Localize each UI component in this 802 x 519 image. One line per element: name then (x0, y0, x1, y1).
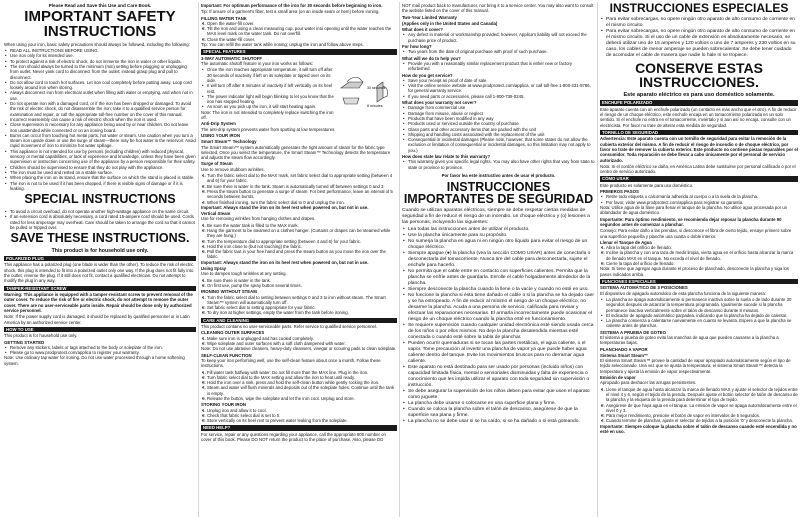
storing-step: • 3. Store vertically on its heel rest to prevent water leaking from the soleplate. (207, 418, 397, 423)
safety-item: • Burns can occur from touching hot metal parts, hot water or steam. Use caution when you turn a steam iron upside down or use the surge of steam—there may be hot water in the reservoir. Avoid rapid movement of iron to minimize hot water spillage. (10, 133, 196, 149)
burst-step: • 2. Asegúrese de que haya agua en el tanque. La emisión de vapor se apaga automáticamente entre el nivel 0 y 3. (606, 403, 798, 414)
spanish-safety-item: • Siempre desconecte la plancha cuando la llene o la vacíe y cuando no esté en uso. (408, 287, 595, 293)
safety-item: • To protect against a risk of electric shock, do not immerse the iron in water or other liquids. (10, 59, 196, 64)
safety-item: • The iron should always be turned to the minimum (min) setting before plugging or unplugging from outlet. Never yank cord to disconnect from the outlet; instead grasp plug and pull to disconnect. (10, 64, 196, 80)
howlong-item: • Two years from the date of original purchase with proof of such purchase. (408, 49, 595, 54)
need-help-heading: NEED HELP? (201, 425, 397, 430)
spanish-safety-item: • Cuando se coloca la plancha sobre el talón de descanso, asegúrese de que la superficie sea plana y firme. (408, 407, 595, 419)
selfclean-steps (201, 370, 397, 402)
safety-item: • Children should be supervised to ensure that they do not play with the appliance. (10, 165, 196, 170)
notcover-item: • Damage from commercial use (408, 105, 595, 110)
surge-step: • 1. Turn the fabric select dial to the MAX mark, set fabric select dial to appropriate setting (between 4 and 6) for your fabric. (207, 173, 397, 184)
surge-step: • 2. Be sure there is water in the tank. Steam is automatically turned off between settings 0 and 3. (207, 184, 397, 189)
getting-started-heading: GETTING STARTED (4, 339, 45, 345)
autooff-item: • As soon as you pick up the iron, it will start heating again. (207, 104, 397, 109)
first-steps-note: Nota: Utilice agua de la llave para llenar el tanque de la plancha. No utilice agua procesada por un ablandador de agua doméstico. (600, 205, 788, 216)
spanish-safety-title-line1: INSTRUCCIONES (446, 180, 551, 195)
surge-text: Use to remove stubborn wrinkles. (201, 166, 265, 172)
features-item: • La plancha comienza a calentarse nuevamente en cuanto se levanta. Espere a que la plancha se caliente antes de planchar. (606, 318, 798, 329)
covered-item: • Any defect in material or workmanship provided; however, Applica's liability will not exceed the purchase price of product. (408, 32, 595, 43)
getting-started-list (4, 345, 196, 356)
state-question: How does state law relate to this warranty? (402, 154, 491, 160)
column-english-use (201, 3, 397, 516)
storing-steps (201, 408, 397, 424)
burst-steps (600, 387, 798, 424)
notcover-question: What does your warranty not cover? (402, 100, 477, 106)
vertical-text: Use for removing wrinkles from hanging clothes and drapes. (201, 216, 316, 222)
keep-title (600, 62, 798, 89)
surge-step: • 4. When finished ironing, turn the fabric select dial to 0 and unplug the iron. (207, 200, 397, 205)
spanish-safety-item: • No permita que el cable entre en contacto con superficies calientes. Permita que la plancha se enfríe antes de guardarla. Enrolle el cable holgadamente alrededor de la plancha. (408, 269, 595, 287)
column-divider (198, 2, 199, 517)
autooff-item: • The power indicator light will begin blinking to let you know that the iron has stopped heating. (207, 94, 397, 105)
autooff-list (201, 67, 397, 109)
spanish-safety-item: • Siempre apague (●) la plancha (vea la sección COMO USAR) antes de conectarla o desconectarla del tomacorriente. Nunca tire del cable para desconectarla, sujete el enchufe para hacerlo. (408, 251, 595, 269)
selfclean-step: • 3. Hold the iron over a sink, press and hold the self-clean button while gently rocking the iron. (207, 380, 397, 385)
covered-question: What does it cover? (402, 27, 443, 33)
cleaning-heading: CLEANING OUTER SURFACES (201, 330, 265, 336)
features-list (600, 297, 798, 329)
selfclean-step: • 4. Steam and water will flush minerals and deposits out of the soleplate holes. Continue until the tank is empty. (207, 385, 397, 396)
antidrip-text: The anti-drip system prevents water from spotting at low temperatures. (201, 126, 336, 132)
first-steps-list (600, 194, 798, 205)
safety-title-line2: INSTRUCTIONS (43, 22, 157, 40)
autooff-text: The automatic shutoff feature in your iron works as follows: (201, 61, 313, 67)
filling-heading: FILLING WATER TANK (201, 15, 247, 21)
column-spanish-use (600, 3, 798, 516)
fill-heading: Llenar el Tanque de Agua (600, 239, 652, 245)
burst-step: • 3. Para mejor rendimiento, presione el botón de vapor en intervalos de 5 segundos. (606, 413, 798, 418)
spanish-read-note: Por favor lea este instructivo antes de usar el producto. (441, 172, 556, 178)
notcover-item: • Products that have been modified in any way (408, 116, 595, 121)
safety-item: • Do not allow cord to touch hot surfaces. Let iron cool completely before putting away. Loop cord loosely around iron when storing. (10, 80, 196, 91)
save-title: SAVE THESE INSTRUCTIONS. (10, 231, 190, 246)
selfclean-step: • 5. Release the button, wipe the soleplate and let the iron cool. Unplug and store. (207, 396, 397, 401)
first-steps-important: Importante: Para óptimo rendimiento, se recomienda dejar reposar la plancha durante 90 segundos antes de comenzar a planchar. (600, 216, 782, 227)
safety-intro: When using your iron, basic safety precautions should always be followed, including the following: (4, 41, 190, 47)
vertical-step: • 2. Hang the garment to be steamed on a clothes hanger. (Curtains or drapes can be steamed while they are hung.) (207, 228, 397, 239)
safety-item: • READ ALL INSTRUCTIONS BEFORE USING. (10, 48, 196, 53)
safety-list (4, 48, 196, 191)
burst-heading: Emisión de vapor (600, 375, 636, 381)
help-item: • Provide you with a reasonably similar replacement product that is either new or factory refurbished. (408, 61, 595, 72)
special-list (4, 209, 196, 230)
covered-list (402, 32, 595, 43)
surge-heading: Surge of Steam (201, 161, 233, 167)
read-save-note: Please Read and Save this Use and Care Book. (48, 3, 152, 8)
fill-step: • 3. Cierre la tapa del orificio de llenado. (606, 261, 798, 266)
storing-step: • 2. Check that fabric select dial is set to 0. (207, 413, 397, 418)
howlong-question: For how long? (402, 44, 432, 50)
filling-steps (201, 21, 397, 42)
special-item: • To avoid a circuit overload, do not operate another high-wattage appliance on the same circuit. (10, 209, 196, 214)
safety-title-line1: IMPORTANT SAFETY (24, 8, 176, 26)
service-item: • If you need parts or accessories, please call 1-800-738-0245. (408, 94, 595, 99)
spanish-safety-item: • Se debe asegurar la supervisión de los niños deben para evitar que usen el aparato como juguete. (408, 389, 595, 401)
first-steps-tip: Consejo: Para evitar daño a las prendas, si desconoce el fibra de cierto tejido, ensaye primero sobre una superficie pequeña y planche una cuarta o doble interior. (600, 228, 792, 239)
safety-item: • Use iron only for its intended use. (10, 53, 196, 58)
first-steps-heading: PRIMEROS PASOS (600, 189, 639, 195)
service-item: • Visit the online service website at www.prodprotect.com/applica, or call toll-free 1-800-231-9786, for general warranty service. (408, 83, 595, 94)
service-question: How do you get service? (402, 72, 453, 78)
spanish-safety-item: • Pueden ocurrir quemaduras si se tocan las partes metálicas, el agua caliente, o el vapor. Tome precaución al invertir una plancha de vapor ya que puede haber agua caliente dentro del tanque. Evite los movimientos bruscos para no derramar agua caliente. (408, 341, 595, 365)
plug-text: Este aparato cuenta con un enchufe polarizado (un contacto es más ancho que el otro). A fin de reducir el riesgo de un choque eléctrico, este enchufe encaja en un tomacorriente polarizada en un solo sentido. Si el enchufe no entra en el tomacorriente, inviértalo y si aun así no encaja, consulte con un electricista. Por favor no trate de alterar esta medida de seguridad. (600, 106, 797, 128)
notcover-list (402, 105, 595, 153)
howlong-list (402, 49, 595, 54)
fig-label-30s: 30 seconds (367, 86, 386, 91)
spray-steps (201, 278, 397, 289)
features-item: • La plancha se apaga automáticamente si permanece inactiva sobre la suela o de lado durante 30 segundos después de alcanzar la temperatura programada. Igualmente sucede si la plancha permanece inactiva verticalmente sobre el talón de descanso durante 8 minutos. (606, 297, 798, 313)
spanish-safety-item: • Lea todas las instrucciones antes de utilizar el producto. (408, 227, 595, 233)
state-list (402, 159, 595, 170)
burst-step: • 4. Cuando termine de planchar, ajuste el selector de tejidos a la posición '0' y desconecte la plancha. (606, 418, 798, 423)
spanish-special-list (600, 17, 798, 59)
spanish-safety-item: • Use la plancha únicamente para su propósito. (408, 233, 595, 239)
smartsteam-text: The Smart Steam™ system automatically generates the right amount of steam for the fabric type selected. Once you select the temperature, the Smart Steam™ Technology detects the temperature and adjusts the steam flow accordingly. (201, 144, 391, 161)
spanish-safety-item: • La plancha no se debe usar si se ha caído, si se ha dañado o si está goteando. (408, 419, 595, 425)
filling-tip: Tip: You can refill the water tank while ironing; unplug the iron and follow above steps. (201, 42, 364, 48)
safety-item: • The iron is not to be used if it has been dropped, if there is visible signs of damage or if it is leaking. (10, 181, 196, 192)
safety-item: • Close supervision is necessary for any appliance being used by or near children. Do not leave iron unattended while connected or on an ironing board. (10, 122, 196, 133)
vertical-steps (201, 223, 397, 260)
burst-step: • 1. Llene el tanque de agua hasta alcanzar la marca de llenado MAX y ajuste el selector de tejidos entre el nivel 4 y 6, según el tejido de la prenda. Después ajuste el botón selector de talón de descanso de la plancha y la etiqueta de la prenda para determinar el tipo de tejido. (606, 387, 798, 403)
dry-step: • 1. Turn the fabric select dial to setting between settings 0 and 3 to iron without steam. The Smart Steam™ system will automatically turn off. (207, 295, 397, 306)
selfclean-step: • 1. Fill water tank halfway with water. Do not fill more than the MAX line. Plug in the iron. (207, 370, 397, 375)
screw-note: Nota: Si el cordón eléctrico se daña, en América Latina debe sustituirse por personal calificado o por el centro de servicio autorizado. (600, 163, 796, 175)
spanish-safety-title (402, 181, 595, 205)
fill-step: • 2. Incline la plancha y con una taza de medir limpia, vierta agua en el orificio hasta alcanzar la marca de llenado MAX en el tanque. No exceda el nivel de llenado. (606, 250, 798, 261)
spray-text: Use to dampen tough wrinkles at any setting. (201, 271, 287, 277)
notcover-item: • Products used or serviced outside the country of purchase (408, 121, 595, 126)
vertical-step: • 4. Hold the iron close to (but not touching) the fabric. (207, 244, 397, 249)
keep-title-line1: CONSERVE ESTAS (635, 60, 763, 77)
safety-item: • Do not operate iron with a damaged cord, or if the iron has been dropped or damaged. To avoid the risk of electric shock, do not disassemble the iron; take it to a qualified service person for examination and repair, or call the appropriate toll-free number on the cover of this manual. Incorrect reassembly can cause a risk of electric shock when the iron is used. (10, 101, 196, 122)
notcover-item: • Glass parts and other accessory items that are packed with the unit (408, 127, 595, 132)
features-subheading: SISTEMA AUTOMÁTICO DE 3 POSICIONES (600, 285, 688, 291)
need-help-text: For service, repair or any questions regarding your appliance, call the appropriate 800 number on cover of this book. Please DO NOT return the product to the place of purchase. Also, please DO (201, 431, 386, 443)
vertical-heading: Vertical Steam (201, 211, 231, 217)
tamper-note: Note: If the power supply cord is damaged, it should be replaced by qualified personnel or in Latin America by an authorized service center. (4, 314, 190, 325)
getting-started-note: Note: Use ordinary tap water for ironing. Do not use water processed through a home softening system. (4, 355, 185, 366)
cleaning-steps (201, 336, 397, 347)
polarized-text: This appliance has a polarized plug (one blade is wider than the other). To reduce the risk of electric shock, this plug is intended to fit into a polarized outlet only one way. If the plug does not fit fully into the outlet, reverse the plug. If it still does not fit, contact a qualified electrician. Do not attempt to modify the plug in any way. (4, 262, 194, 284)
spanish-special-item: • Para evitar sobrecargas, no opere ningún otro aparato de alto consumo de corriente en el mismo circuito. Si el uso de un cable de extensión es absolutamente necesario, se deberá utilizar uno de 15 amperes y 120 voltios o uno de 7 amperes y 230 voltios en su caso, los cables de menor amperaje se pueden sobrecalentar. Se debe tener cuidado de acomodar el cable de manera que nadie lo hale ni se tropiece. (606, 29, 798, 59)
spanish-safety-title-line2: IMPORTANTES DE SEGURIDAD (403, 192, 594, 207)
burst-text: Apropiado para deshacer las arrugas persistentes. (600, 380, 697, 386)
tamper-heading: TAMPER-RESISTANT SCREW (4, 286, 196, 291)
selfclean-step: • 2. Turn fabric select dial to the MAX setting and allow the iron to heat until ready. (207, 375, 397, 380)
howto-text: This product is for household use only. (4, 333, 78, 339)
autooff-item: • Once the iron reaches appropriate temperature, it will turn off after 30 seconds of inactivity if left on its soleplate or tipped over on its side. (207, 67, 397, 83)
safety-item: • This appliance is not intended for use by persons (including children) with reduced physical, sensory or mental capabilities, or lack of experience and knowledge, unless they have been given supervision or instruction concerning use of the appliance by a person responsible for their safety. (10, 149, 196, 165)
features-heading: FUNCIONES ESPECIALES (600, 279, 798, 284)
steam-ironing-heading: PLANCHADO A VAPOR (600, 346, 648, 352)
spanish-safety-item: • La plancha debe usarse o colocarse en una superficie plana y firme. (408, 401, 595, 407)
fig-label-8min: 8 minutes (367, 104, 383, 109)
spanish-intro: Cuando se utilizan aparatos eléctricos, siempre se debe respetar ciertas medidas de seguridad a fin de reducir el riesgo de un incendio, un choque eléctrico y (o) lesiones a las personas, incluyendo las siguientes: (402, 208, 590, 226)
dry-step: • 2. Set fabric select dial to setting appropriate for your fabric. (207, 305, 397, 310)
spanish-safety-item: • No funcione la plancha si ésta tiene dañado el cable o si la plancha se ha dejado caer y se ha estropeado. A fin de reducir al mínimo el riesgo de un choque eléctrico, no desarme la plancha. Acuda a una persona de servicio, calificada para revisar y efectuar las reparaciones necesarias. El armarla incorrectamente puede ocasionar el riesgo de un choque eléctrico cuando la plancha esté en funcionamiento. (408, 293, 595, 323)
notcover-item: • Damage from misuse, abuse or neglect (408, 111, 595, 116)
antidrip-heading: Anti-Drip System (201, 121, 236, 127)
selfclean-text: To keep your iron performing well, use the self-clean feature about once a month. Follow these instructions. (201, 357, 381, 369)
spanish-safety-item: • No sumerja la plancha en agua ni en ningún otro líquido para evitar el riesgo de un choque eléctrico. (408, 239, 595, 251)
help-question: What will we do to help you? (402, 55, 461, 61)
spray-heading: Using Spray (201, 266, 227, 272)
domestic-subtitle: Este aparato eléctrico es para uso doméstico solamente. (623, 91, 775, 98)
getting-started-item: • Remove any stickers, labels or tags attached to the body or soleplate of the iron. (10, 345, 196, 350)
surge-steps (201, 173, 397, 205)
safety-item: • The iron must be used and rested on a stable surface. (10, 170, 196, 175)
warranty-intro: NOT mail product back to manufacturer, nor bring it to a service center. You may also want to consult the website listed on the cover of this manual. (402, 3, 594, 14)
spanish-safety-item: • Este aparato no está destinado para ser usado por personas (incluido niños) con capacidad limitada física, mental o sensoriales disminuidas y falta de experiencia o conocimiento que les impida utilizar el aparato con toda seguridad sin supervisión o instrucción. (408, 365, 595, 389)
selfclean-heading: SELF-CLEAN FUNCTION (201, 352, 252, 358)
column-divider (399, 2, 400, 517)
safety-item: • Always disconnect iron from electrical outlet when filling with water or emptying, and when not in use. (10, 90, 196, 101)
howto-heading: HOW TO USE (4, 327, 196, 332)
fill-steps (600, 245, 798, 266)
column-english-safety (4, 3, 196, 516)
service-item: • Save your receipt as proof of date of sale. (408, 78, 595, 83)
safety-item: • When placing the iron on its stand, ensure that the surface on which the stand is placed is stable. (10, 175, 196, 180)
features-text: El dispositivo de apagado automático de esta plancha funciona de la siguiente manera: (600, 290, 767, 296)
help-list (402, 61, 595, 72)
antidrip-es-heading: SISTEMA A PRUEBA DE GOTEO (600, 329, 666, 335)
service-list (402, 78, 595, 99)
fill-tip: Nota: Si tiene que agregar agua durante el proceso de planchado, desconecte la plancha y siga los pasos indicados arriba. (600, 266, 789, 277)
spanish-special-item: • Para evitar sobrecargas, no opere ningún otro aparato de alto consumo de corriente en el mismo circuito. (606, 17, 798, 29)
column-warranty-spanish (402, 3, 595, 516)
dry-heading: IRONING WITHOUT STEAM (201, 289, 257, 295)
use-text: Este producto es solamente para uso doméstico. (600, 182, 694, 188)
spray-step: • 2. On first use, pump the spray button several times. (207, 283, 397, 288)
spray-step: • 1. Be sure there is water in the tank. (207, 278, 397, 283)
care-text: This product contains no user-serviceable parts. Refer service to qualified service personnel. (201, 324, 378, 330)
fill-step: • 1. Abra la tapa del orificio de llenado. (606, 245, 798, 250)
screw-heading: TORNILLO DE SEGURIDAD (600, 130, 798, 135)
tamper-text: Warning: This appliance is equipped with a tamper-resistant screw to prevent removal of the outer cover. To reduce the risk of fire or electric shock, do not attempt to remove the outer cover. There are no user-serviceable parts inside. Repair should be done only by authorized service personnel. (4, 292, 193, 313)
autooff-heading: 3-WAY AUTOMATIC SHUTOFF (201, 55, 262, 61)
first-steps-item: • Por favor, visite www.prodprotect.com/applica para registrar su garantía. (606, 200, 798, 205)
cleaning-note: Note: Do not use abrasive cleaners, heavy-duty cleansers, vinegar or scouring pads to clean soleplate. (201, 346, 397, 352)
burst-important: Importante: Siempre coloque la plancha sobre el talón de descanso cuando esté encendida y no esté en uso. (600, 423, 797, 435)
dry-steps (201, 295, 397, 316)
warranty-heading: Two-Year Limited Warranty (402, 14, 457, 20)
autooff-note: Note: The iron is not intended to completely replace switching the iron off. (201, 109, 334, 121)
special-title: SPECIAL INSTRUCTIONS (24, 192, 176, 207)
plug-heading: ENCHUFE POLARIZADO (600, 100, 798, 105)
care-heading: CARE AND CLEANING (201, 318, 397, 323)
smartsteam-heading: Smart Steam™ Technology (201, 139, 257, 145)
storing-step: • 1. Unplug iron and allow it to cool. (207, 408, 397, 413)
important-note: Important: For optimum performance of the iron for 30 seconds before beginning to iron. (201, 3, 383, 8)
spanish-safety-list (402, 227, 595, 425)
filling-step: • 2. Tilt the iron and using a clean measuring cup, pour water into opening until the water reaches the MAX level mark on the water tank. Do not overfill. (207, 26, 397, 37)
filling-step: • 3. Close the water-fill cover. (207, 37, 397, 42)
screw-text: Advertencia: Este aparato cuenta con un tornillo de seguridad para evitar la remoción de la cubierta exterior del mismo. A fin de reducir el riesgo de incendio o de choque eléctrico, por favor no trate de remover la cubierta exterior. Este producto no contiene piezas reparables por el consumidor. Toda reparación se debe llevar a cabo únicamente por el personal de servicio autorizado. (600, 136, 798, 163)
spanish-special-title: INSTRUCCIONES ESPECIALES (609, 3, 789, 15)
cleaning-step: • 2. Wipe soleplate and outer surfaces with a soft cloth dampened with water. (207, 341, 397, 346)
use-heading: CÓMO USAR (600, 176, 798, 181)
antidrip-es-text: El sistema a prueba de goteo evita las manchas de agua que pueden causarse a la plancha a temperaturas bajas. (600, 335, 779, 346)
surge-step: • 3. Press the steam button to generate a surge of steam. For best performance, leave an interval of 5 seconds between bursts. (207, 189, 397, 200)
vertical-step: • 1. Be sure the water tank is filled to the MAX mark. (207, 223, 397, 228)
keep-title-line2: INSTRUCCIONES. (639, 73, 759, 90)
special-item: • If an extension cord is absolutely necessary, a cord rated 15-ampere cord should be used. Cords rated for less amperage may overheat. Care should be taken to arrange the cord so that it cannot be pulled or tripped over. (10, 214, 196, 230)
safety-title (4, 10, 196, 39)
household-subtitle: This product is for household use only. (51, 248, 149, 255)
getting-started-item: • Please go to www.prodprotect.com/applica to register your warranty. (10, 350, 196, 355)
smartsteam-es-text: El sistema Smart Steam™ provee la cantidad de vapor apropiado automáticamente según el tipo de tejido seleccionado. Una vez que se ajusta la temperatura, el sistema Smart Steam™ detecta la temperatura y ajusta la emisión de vapor respectivamente. (600, 358, 791, 374)
notcover-item: • Consequential or incidental damages (Please note, however, that some states do not allow the exclusion or limitation of consequential or incidental damages, so this limitation may not apply to you.) (408, 137, 595, 153)
autooff-item: • It will turn off after 8 minutes of inactivity if left vertically on its heel rest. (207, 83, 397, 94)
state-item: • This warranty gives you specific legal rights. You may also have other rights that vary from state to state or province to province. (408, 159, 595, 170)
using-iron-heading: USING YOUR IRON (201, 132, 241, 138)
smartsteam-es-heading: Sistema Smart Steam™ (600, 352, 649, 358)
vertical-important: Important: Always stand the iron on its heel rest when powered on, but not in use. (201, 259, 369, 265)
dry-step: • 3. To dry iron at higher settings, empty the water from the tank before ironing. (207, 310, 397, 315)
cleaning-step: • 1. Make sure iron is unplugged and has cooled completely. (207, 336, 397, 341)
polarized-heading: POLARIZED PLUG (4, 256, 196, 261)
fiber-tip: Tip: If unsure of a garment's fiber, test a small area (on an inside seam or hem) before ironing. (201, 9, 380, 15)
special-features-heading: SPECIAL FEATURES (201, 49, 397, 54)
warranty-subheading: (Applies only in the United States and Canada) (402, 20, 498, 26)
vertical-step: • 3. Turn the temperature dial to appropriate setting (between 4 and 6) for your fabric. (207, 239, 397, 244)
vertical-step: • 5. Pull the fabric taut in your free hand and press the steam button as you move the iron over the fabric. (207, 249, 397, 260)
filling-step: • 1. Open the water-fill cover. (207, 21, 397, 26)
spanish-safety-item: • Se requiere supervisión cuando cualquier unidad electrónica esté siendo usada cerca de los niños o por ellos mismos. No deje la plancha desatendida mientras esté conectada o cuando esté sobre la tabla de planchar. (408, 323, 595, 341)
storing-heading: STORING YOUR IRON (201, 402, 246, 408)
first-steps-item: • Retire todo etiqueta o calcomanía adherida al cuerpo o a la suela de la plancha. (606, 194, 798, 199)
features-item: • El indicador de apagado automático parpadea, indicando que la plancha ha dejado de calentar. (606, 313, 798, 318)
surge-important: Important: Always stand the iron on its heel rest when powered on, but not in use. (201, 204, 369, 210)
notcover-item: • Shipping and handling costs associated with the replacement of the unit (408, 132, 595, 137)
column-divider (597, 2, 598, 517)
